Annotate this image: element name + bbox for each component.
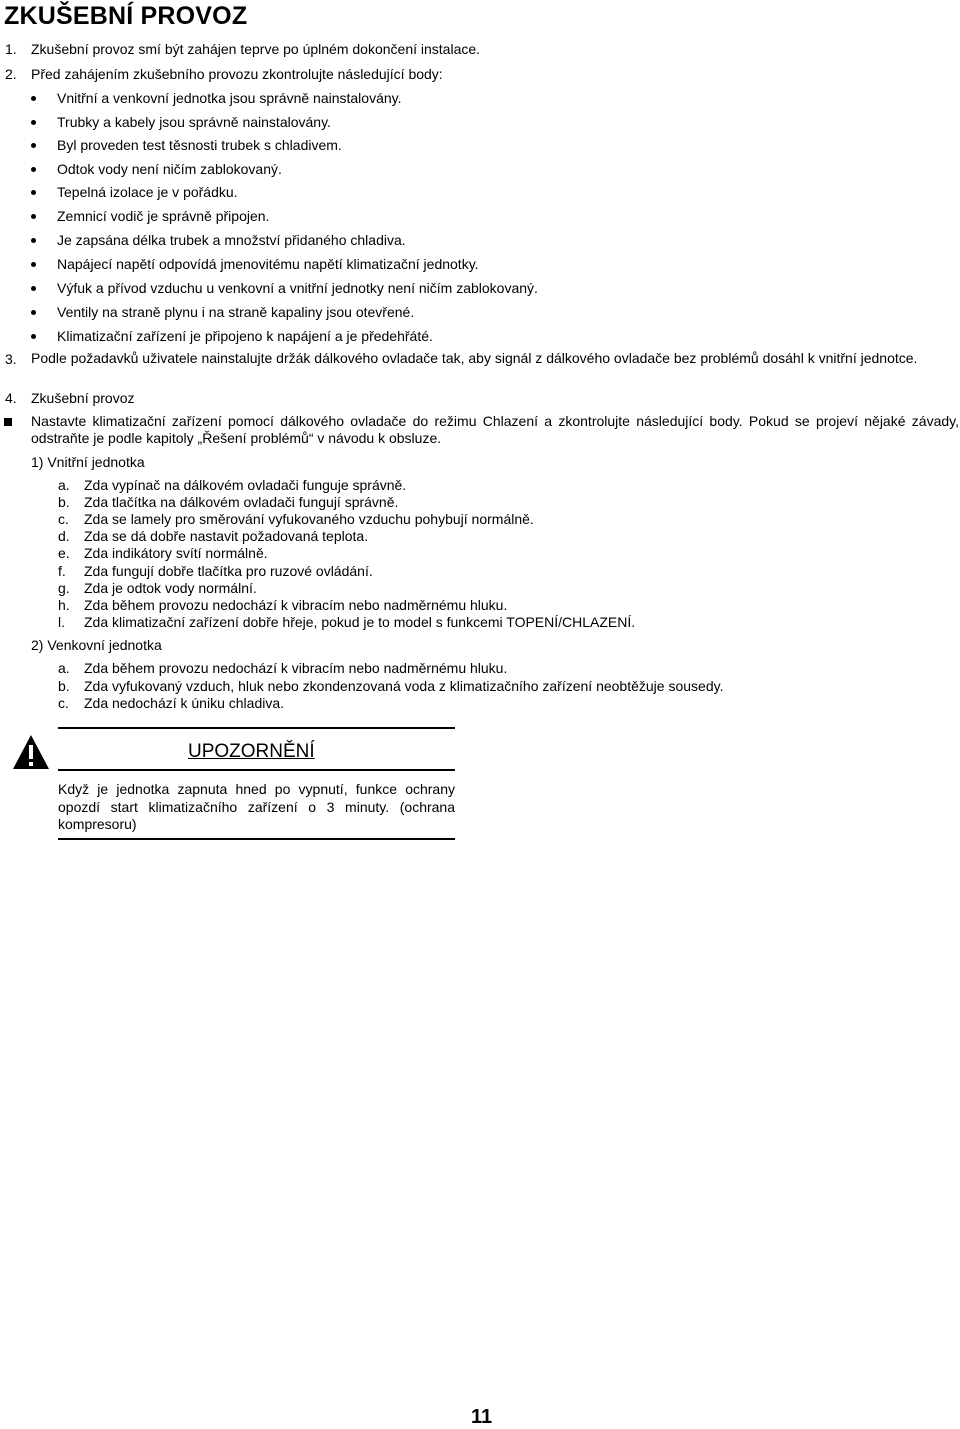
list-item-text: Napájecí napětí odpovídá jmenovitému napětí klimatizační jednotky. xyxy=(57,256,479,272)
warning-text: Když je jednotka zapnuta hned po vypnutí, funkce ochrany opozdí start klimatizačního zařízení o 3 minuty. (ochrana kompresoru) xyxy=(58,781,455,832)
list-item xyxy=(0,695,960,711)
warning-title: UPOZORNĚNÍ xyxy=(188,741,315,762)
list-item-text: Zda tlačítka na dálkovém ovladači fungují správně. xyxy=(84,494,399,510)
step-1-text: Zkušební provoz smí být zahájen teprve po úplném dokončení instalace. xyxy=(31,41,481,57)
list-item-text: Zda indikátory svítí normálně. xyxy=(84,545,268,561)
bullet-icon xyxy=(31,96,36,101)
list-item-text: Zda během provozu nedochází k vibracím nebo nadměrnému hluku. xyxy=(84,660,508,676)
list-item-letter: b. xyxy=(58,678,70,694)
list-item-text: Tepelná izolace je v pořádku. xyxy=(57,184,238,200)
step-3-text: Podle požadavků uživatele nainstalujte držák dálkového ovladače tak, aby signál z dálkového ovladače bez problémů dosáhl k vnitřní jednotce. xyxy=(31,350,918,366)
list-item-letter: h. xyxy=(58,597,70,613)
bullet-icon xyxy=(31,262,36,267)
step-2-number: 2. xyxy=(5,66,17,82)
list-item-letter: c. xyxy=(58,511,69,527)
bullet-icon xyxy=(31,238,36,243)
square-bullet-icon xyxy=(4,418,12,426)
list-item-text: Zda nedochází k úniku chladiva. xyxy=(84,695,285,711)
warning-top-rule xyxy=(58,727,455,729)
list-item xyxy=(0,597,960,613)
step-1-number: 1. xyxy=(5,41,17,57)
list-item-letter: b. xyxy=(58,494,70,510)
bullet-icon xyxy=(31,310,36,315)
list-item-text: Zemnicí vodič je správně připojen. xyxy=(57,208,270,224)
list-item-text: Výfuk a přívod vzduchu u venkovní a vnitřní jednotky není ničím zablokovaný. xyxy=(57,280,538,296)
warning-triangle-icon xyxy=(12,734,50,770)
bullet-icon xyxy=(31,190,36,195)
page-title: ZKUŠEBNÍ PROVOZ xyxy=(4,2,248,30)
list-item-text: Zda klimatizační zařízení dobře hřeje, pokud je to model s funkcemi TOPENÍ/CHLAZENÍ. xyxy=(84,614,636,630)
list-item xyxy=(0,563,960,579)
warning-bottom-rule xyxy=(58,838,455,840)
list-item xyxy=(0,614,960,630)
list-item-letter: d. xyxy=(58,528,70,544)
list-item-text: Vnitřní a venkovní jednotka jsou správně nainstalovány. xyxy=(57,90,402,106)
list-item-text: Zda je odtok vody normální. xyxy=(84,580,257,596)
bullet-icon xyxy=(31,214,36,219)
indoor-unit-heading: 1) Vnitřní jednotka xyxy=(31,454,145,470)
bullet-icon xyxy=(31,167,36,172)
outdoor-unit-heading: 2) Venkovní jednotka xyxy=(31,637,162,653)
list-item xyxy=(0,511,960,527)
list-item-text: Klimatizační zařízení je připojeno k napájení a je předehřáté. xyxy=(57,328,433,344)
list-item-text: Byl proveden test těsnosti trubek s chladivem. xyxy=(57,137,342,153)
list-item-letter: l. xyxy=(58,614,65,630)
list-item-text: Zda vypínač na dálkovém ovladači funguje správně. xyxy=(84,477,407,493)
list-item-letter: c. xyxy=(58,695,69,711)
bullet-icon xyxy=(31,143,36,148)
test-run-intro: Nastavte klimatizační zařízení pomocí dálkového ovladače do režimu Chlazení a zkontrolujte následující body. Pokud se projeví nějaké závady, odstraňte je podle kapitoly „Řešení problémů“ v návodu k obsluze. xyxy=(31,413,959,446)
step-2-text: Před zahájením zkušebního provozu zkontrolujte následující body: xyxy=(31,66,443,82)
bullet-icon xyxy=(31,286,36,291)
list-item-letter: f. xyxy=(58,563,66,579)
step-4-text: Zkušební provoz xyxy=(31,390,135,406)
list-item-text: Je zapsána délka trubek a množství přidaného chladiva. xyxy=(57,232,406,248)
list-item-text: Trubky a kabely jsou správně nainstalovány. xyxy=(57,114,331,130)
bullet-icon xyxy=(31,120,36,125)
list-item xyxy=(0,477,960,493)
list-item-text: Zda se lamely pro směrování vyfukovaného vzduchu pohybují normálně. xyxy=(84,511,534,527)
list-item-letter: e. xyxy=(58,545,70,561)
list-item-text: Odtok vody není ničím zablokovaný. xyxy=(57,161,282,177)
list-item-letter: a. xyxy=(58,660,70,676)
step-4-number: 4. xyxy=(5,390,17,406)
list-item-text: Zda vyfukovaný vzduch, hluk nebo zkondenzovaná voda z klimatizačního zařízení neobtěžuje sousedy. xyxy=(84,678,724,694)
list-item xyxy=(0,678,960,694)
warning-mid-rule xyxy=(58,769,455,771)
list-item-text: Zda během provozu nedochází k vibracím nebo nadměrnému hluku. xyxy=(84,597,508,613)
list-item xyxy=(0,580,960,596)
list-item xyxy=(0,545,960,561)
list-item-text: Zda se dá dobře nastavit požadovaná teplota. xyxy=(84,528,369,544)
list-item xyxy=(0,660,960,676)
list-item-letter: g. xyxy=(58,580,70,596)
list-item-text: Zda fungují dobře tlačítka pro ruzové ovládání. xyxy=(84,563,373,579)
list-item xyxy=(0,494,960,510)
list-item xyxy=(0,528,960,544)
step-3-number: 3. xyxy=(5,351,17,367)
list-item-letter: a. xyxy=(58,477,70,493)
list-item-text: Ventily na straně plynu i na straně kapaliny jsou otevřené. xyxy=(57,304,415,320)
bullet-icon xyxy=(31,334,36,339)
page-number: 11 xyxy=(471,1406,493,1428)
